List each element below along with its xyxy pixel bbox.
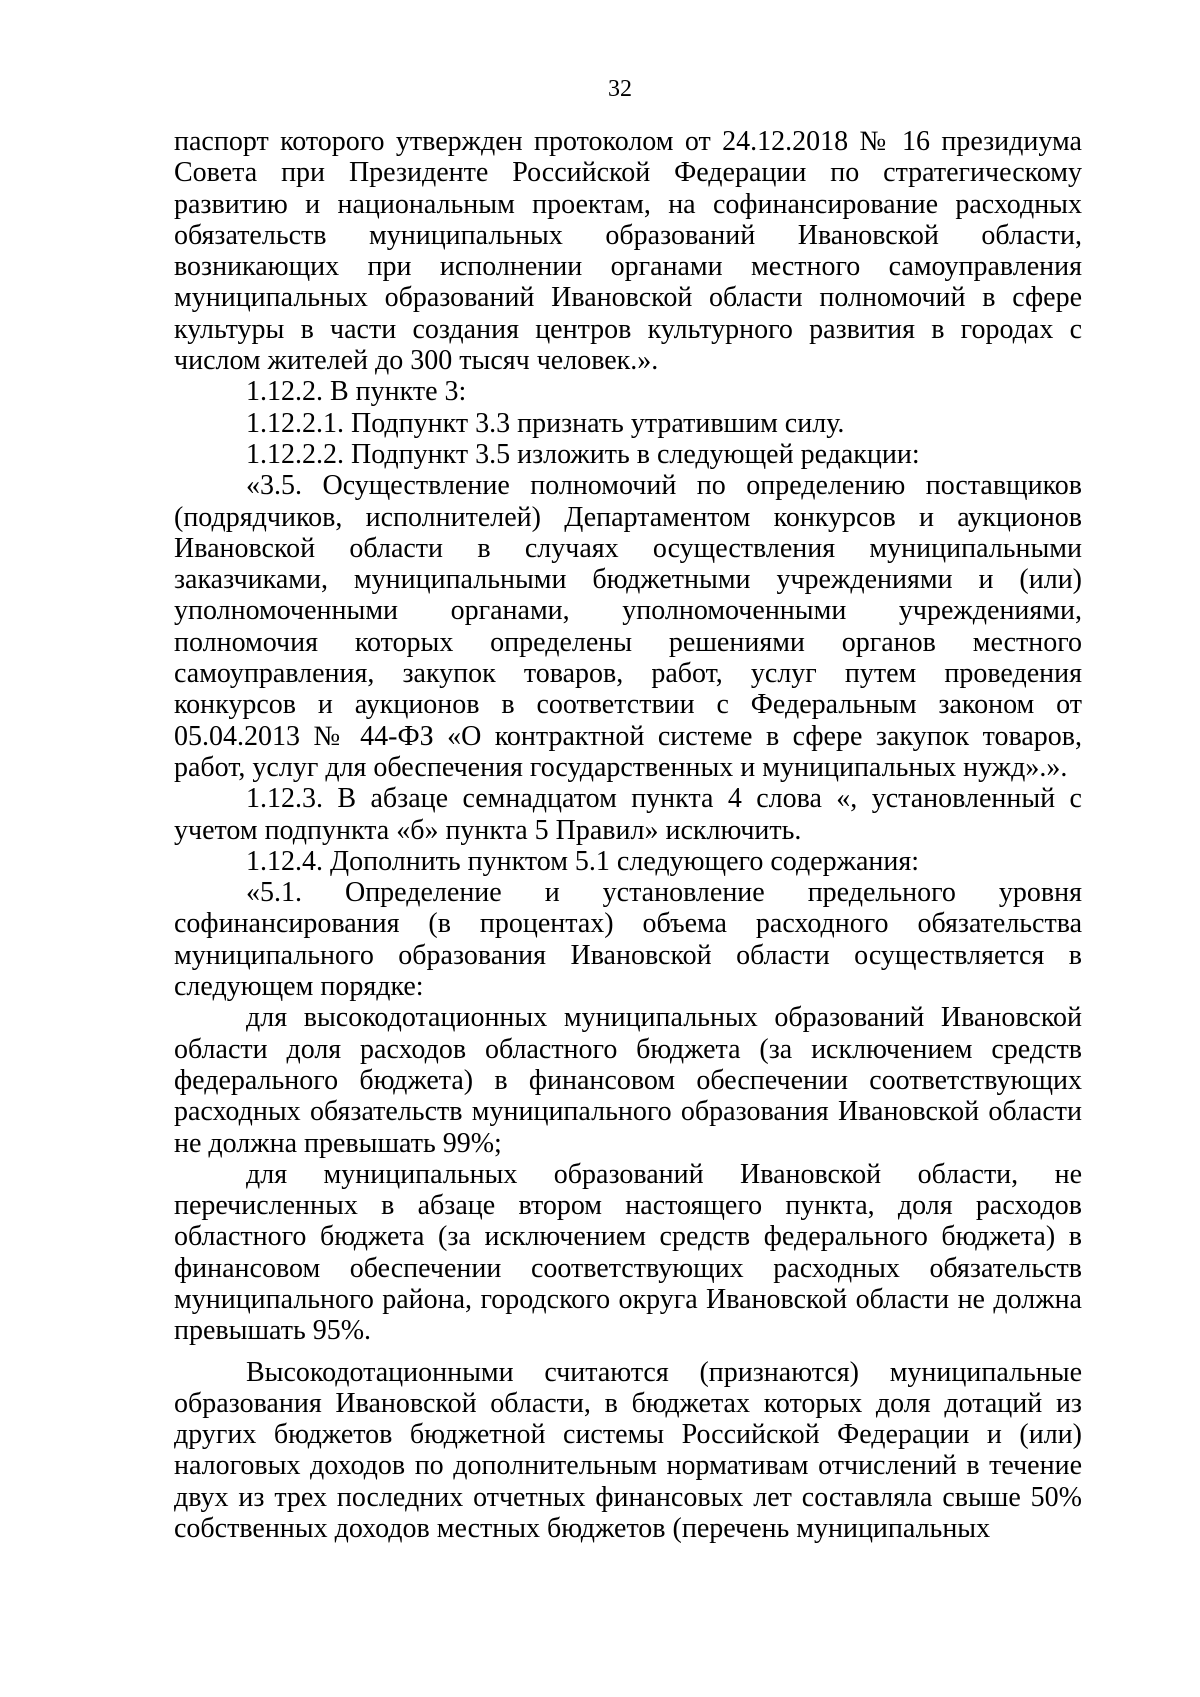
paragraph-1-12-2-2: 1.12.2.2. Подпункт 3.5 изложить в следующей редакции: — [246, 438, 920, 470]
paragraph-5-1: «5.1. Определение и установление предельного уровня софинансирования (в процентах) объема расходного обязательства муниципального образования Ивановской области осуществляется в следующем порядке: — [174, 877, 1082, 1003]
paragraph-1-12-2-1: 1.12.2.1. Подпункт 3.3 признать утратившим силу. — [246, 407, 845, 439]
paragraph-1-12-3: 1.12.3. В абзаце семнадцатом пункта 4 слова «, установленный с учетом подпункта «б» пункта 5 Правил» исключить. — [174, 783, 1082, 846]
paragraph-high-subsidy: для высокодотационных муниципальных образований Ивановской области доля расходов областного бюджета (за исключением средств федерального бюджета) в финансовом обеспечении соответствующих расходных обязательств муниципального образования Ивановской области не должна превышать 99%; — [174, 1002, 1082, 1159]
paragraph-1-12-2: 1.12.2. В пункте 3: — [246, 376, 467, 408]
paragraph-definition-high-subsidy: Высокодотационными считаются (признаются) муниципальные образования Ивановской области, в бюджетах которых доля дотаций из других бюджетов бюджетной системы Российской Федерации и (или) налоговых доходов по дополнительным нормативам отчислений в течение двух из трех последних отчетных финансовых лет составляла свыше 50% собственных доходов местных бюджетов (перечень муниципальных — [174, 1356, 1082, 1545]
paragraph-passport-continuation: паспорт которого утвержден протоколом от 24.12.2018 № 16 президиума Совета при Президенте Российской Федерации по стратегическому развитию и национальным проектам, на софинансирование расходных обязательств муниципальных образований Ивановской области, возникающих при исполнении органами местного самоуправления муниципальных образований Ивановской области полномочий в сфере культуры в части создания центров культурного развития в городах с числом жителей до 300 тысяч человек.». — [174, 126, 1082, 377]
paragraph-1-12-4: 1.12.4. Дополнить пунктом 5.1 следующего содержания: — [246, 845, 920, 877]
document-body — [174, 126, 1082, 1544]
page-number: 32 — [608, 76, 632, 102]
paragraph-other-municipalities: для муниципальных образований Ивановской области, не перечисленных в абзаце втором настоящего пункта, доля расходов областного бюджета (за исключением средств федерального бюджета) в финансовом обеспечении соответствующих расходных обязательств муниципального района, городского округа Ивановской области не должна превышать 95%. — [174, 1158, 1082, 1347]
paragraph-3-5: «3.5. Осуществление полномочий по определению поставщиков (подрядчиков, исполнителей) Департаментом конкурсов и аукционов Ивановской области в случаях осуществления муниципальными заказчиками, муниципальными бюджетными учреждениями и (или) уполномоченными органами, уполномоченными учреждениями, полномочия которых определены решениями органов местного самоуправления, закупок товаров, работ, услуг путем проведения конкурсов и аукционов в соответствии с Федеральным законом от 05.04.2013 № 44-ФЗ «О контрактной системе в сфере закупок товаров, работ, услуг для обеспечения государственных и муниципальных нужд».». — [174, 470, 1082, 783]
